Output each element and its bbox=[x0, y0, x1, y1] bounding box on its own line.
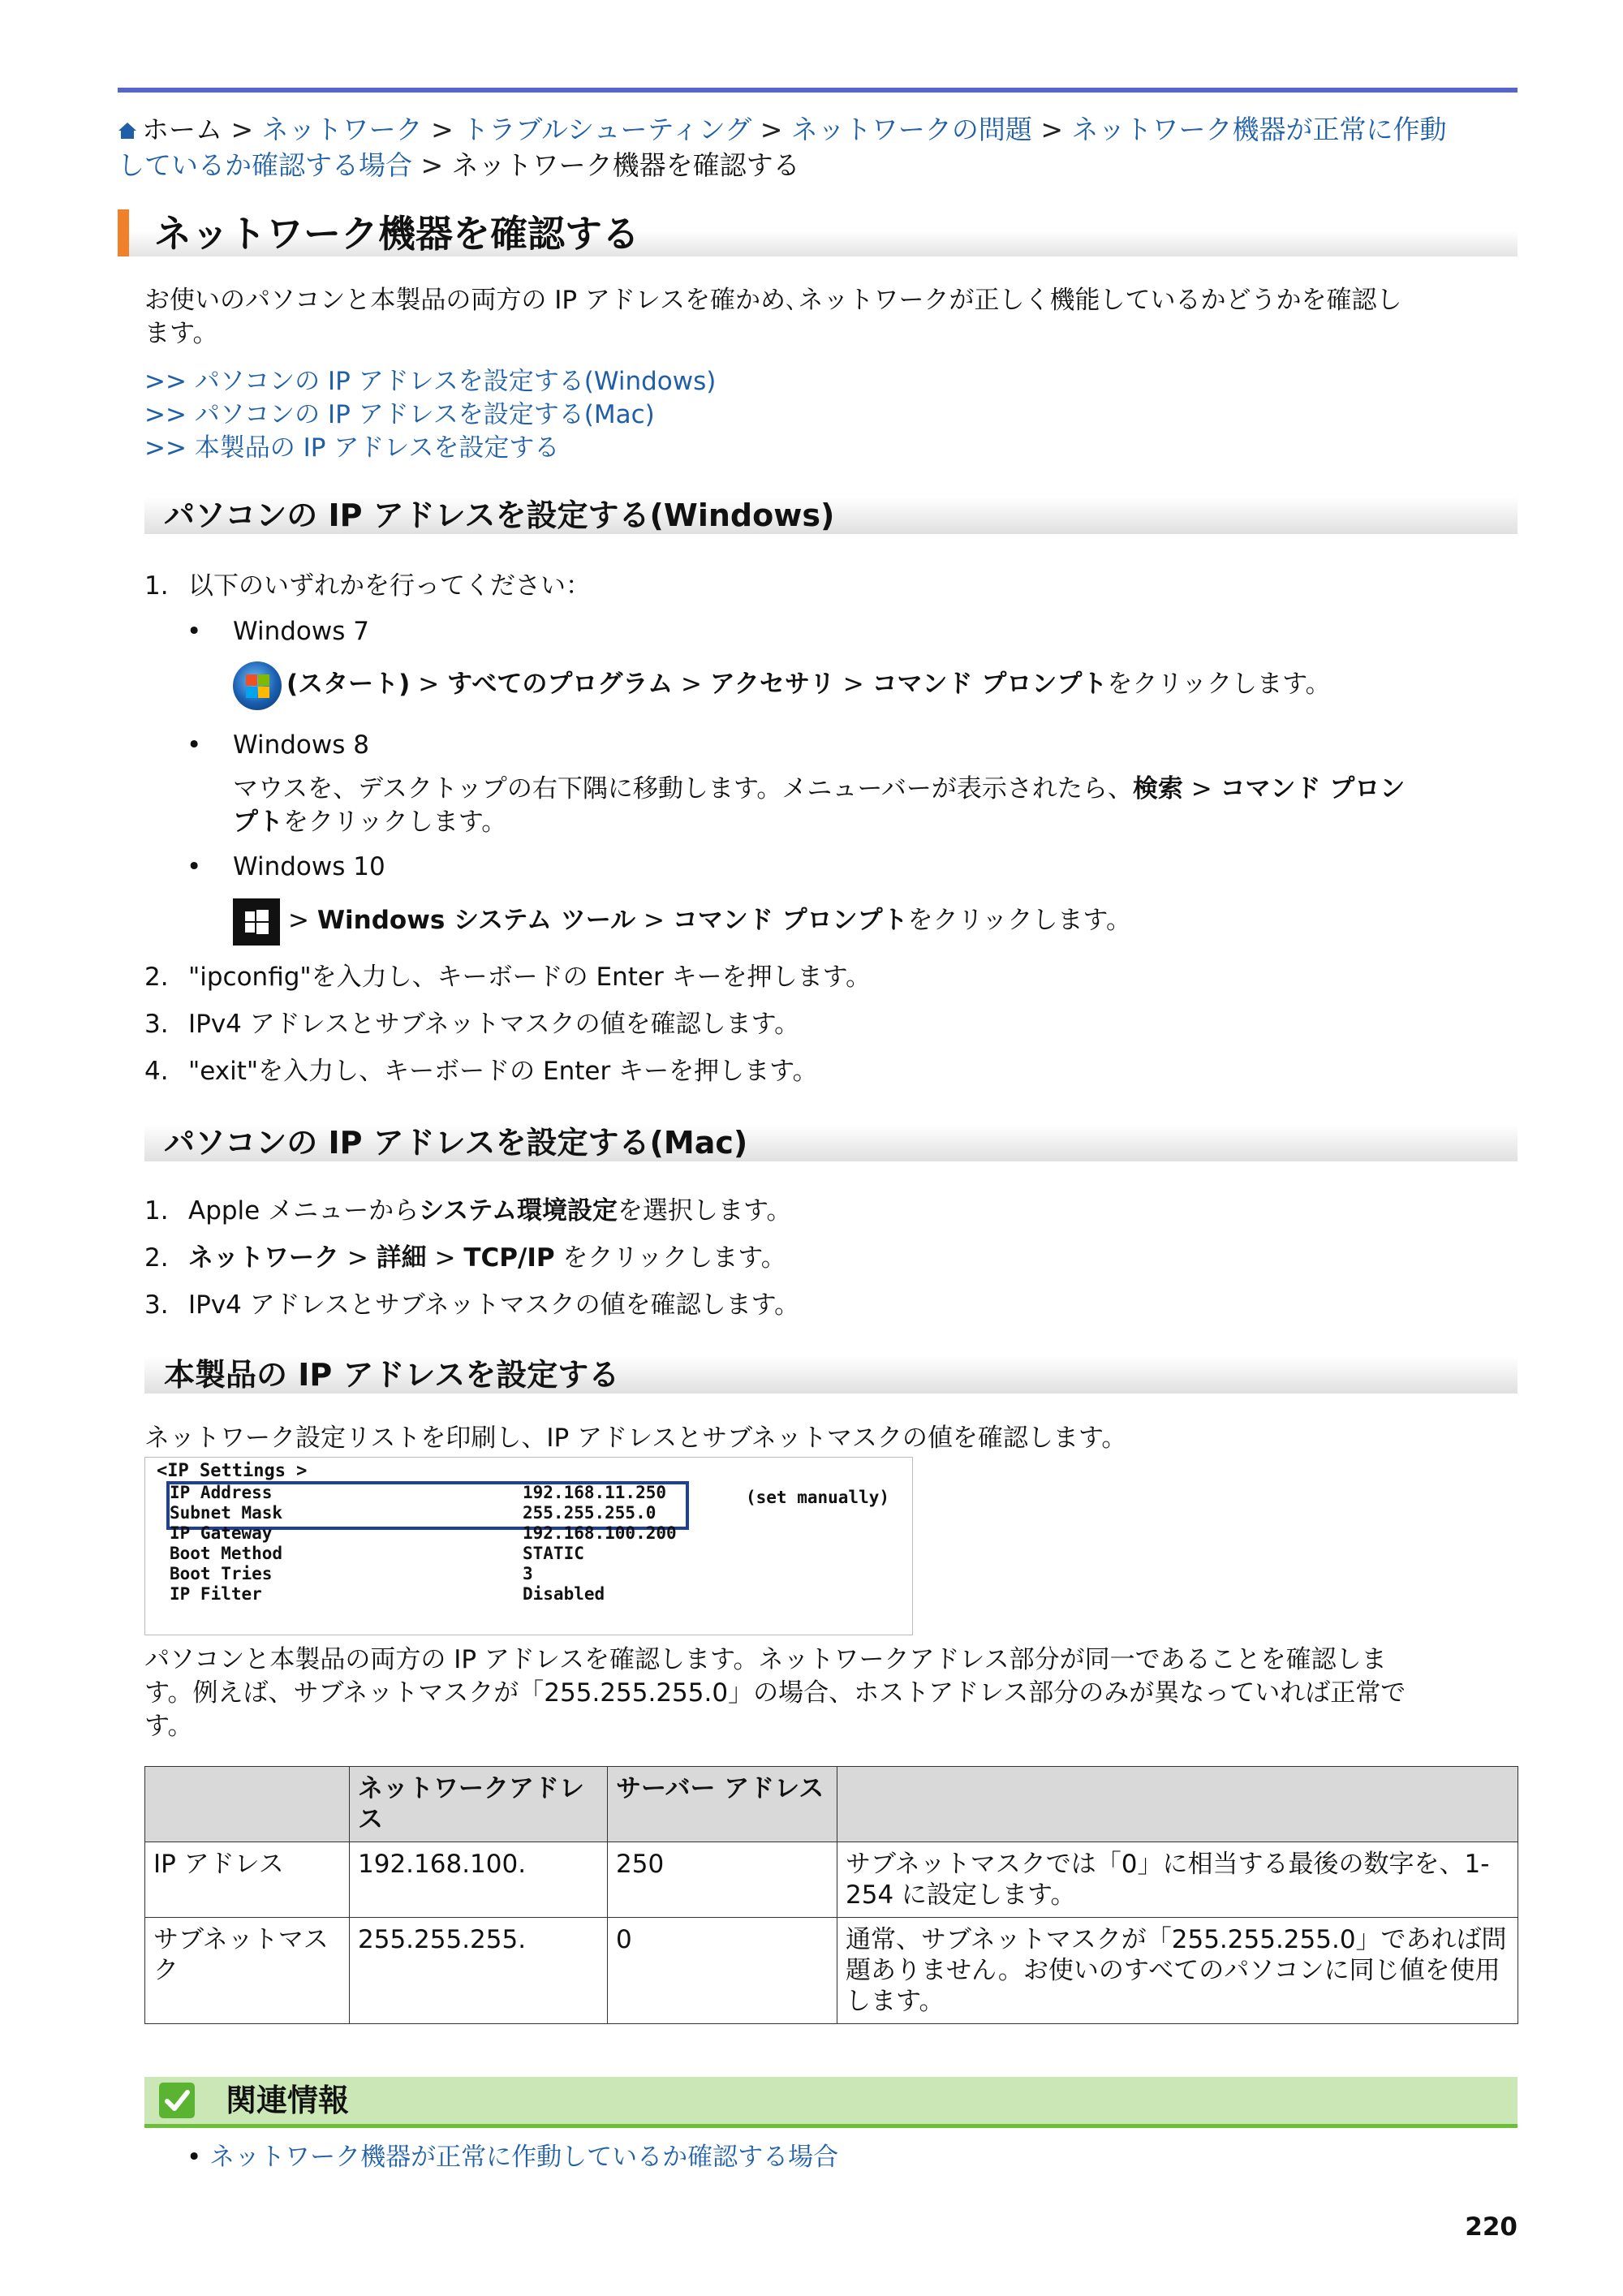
intro-link-mac[interactable]: >> パソコンの IP アドレスを設定する(Mac) bbox=[144, 400, 655, 429]
intro-text: お使いのパソコンと本製品の両方の IP アドレスを確かめ､ネットワークが正しく機能しているかどうかを確認し ます。 bbox=[144, 286, 1402, 348]
device-paragraph: パソコンと本製品の両方の IP アドレスを確認します。ネットワークアドレス部分が同一であることを確認しま す。例えば、サブネットマスクが「255.255.255.0」の場合、ホストアドレス部分のみが異なっていれば正常で す。 bbox=[144, 1645, 1406, 1741]
title-accent-bar bbox=[118, 209, 129, 256]
header-network-address: ネットワークアドレス bbox=[350, 1767, 608, 1842]
win7-label: Windows 7 bbox=[233, 617, 369, 646]
section-heading-device: 本製品の IP アドレスを設定する bbox=[144, 1356, 1518, 1394]
windows-step-3: IPv4 アドレスとサブネットマスクの値を確認します。 bbox=[188, 1010, 800, 1039]
page-title-text: ネットワーク機器を確認する bbox=[154, 212, 639, 256]
win10-instruction: > Windows システム ツール > コマンド プロンプトをクリックします。 bbox=[233, 896, 1519, 946]
page-number: 220 bbox=[1465, 2212, 1518, 2242]
breadcrumb-home: ホーム bbox=[142, 114, 222, 145]
related-info-heading: 関連情報 bbox=[226, 2083, 350, 2118]
checkmark-icon bbox=[159, 2083, 195, 2118]
header-server-address: サーバー アドレス bbox=[608, 1767, 837, 1842]
document-page: ホーム > ネットワーク > トラブルシューティング > ネットワークの問題 > ネットワーク機器が正常に作動 しているか確認する場合 > ネットワーク機器を確認する ネットワーク機器を確認する お使いのパソコンと本製品の両方の IP アドレスを確かめ､ネットワークが正しく機能しているかどうかを確認し ます。 >> パソコンの IP アドレスを設定する(Windows) >> パソコンの IP アドレスを設定する(Mac) >> 本製品の IP アドレスを設定する パソコンの IP アドレスを設定する(Windows) 1. 以下のいずれかを行ってください： • Windows 7 (スタート) > すべてのプログラム > アクセサリ > コマンド プロンプトをクリックします。 • Windows 8 マウスを、デスクトップの右下隅に移動します。メニューバーが表示されたら、検索 > コマンド プロン プトをクリックします。 • Windows 10 > Windows システム ツール > コマンド プロンプトをクリックします。 2. "ipconfig"を入力し、キーボードの Enter キーを押します。 3. IPv4 アドレスとサブネットマスクの値を確認します。 4. "exit"を入力し、キーボードの Enter キーを押します。 パソコンの IP アドレスを設定する(Mac) 1. Apple メニューからシステム環境設定を選択します。 2. ネットワーク > 詳細 > TCP/IP をクリックします。 3. IPv4 アドレスとサブネットマスクの値を確認します。 本製品の IP アドレスを設定する ネットワーク設定リストを印刷し、IP アドレスとサブネットマスクの値を確認します。 <IP Settings > IP Address 192.168.11.250 Subnet Mask 255.255.255.0 IP Gateway 192.168.100.200 Boot Method STATIC Boot Tries 3 IP Filter Disabled (set manually) パソコンと本製品の両方の IP アドレスを確認します。ネットワークアドレス部分が同一であることを確認しま す。例えば、サブネットマスクが「255.255.255.0」の場合、ホストアドレス部分のみが異なっていれば正常で す。 ネットワークアドレス サーバー アドレス IP アドレス 192.168.100. 250 サブネットマスクでは「0」に相当する最後の数字を、1-254 に設定します。 サブネットマスク 255.255.255. 0 通常、サブネットマスクが「255.255.255.0」であれば問題ありません。お使いのすべてのパソコンに同じ値を使用します。 関連情報 • ネットワーク機器が正常に作動しているか確認する場合 220 bbox=[0, 0, 1623, 2296]
breadcrumb-network-problems[interactable]: ネットワークの問題 bbox=[790, 114, 1032, 145]
intro-link-windows[interactable]: >> パソコンの IP アドレスを設定する(Windows) bbox=[144, 367, 717, 396]
section-heading-mac: パソコンの IP アドレスを設定する(Mac) bbox=[144, 1124, 1518, 1161]
windows10-start-icon[interactable] bbox=[233, 898, 280, 946]
breadcrumb-current: ネットワーク機器を確認する bbox=[451, 149, 800, 181]
breadcrumb-check-working[interactable]: ネットワーク機器が正常に作動 bbox=[1071, 114, 1447, 145]
address-table bbox=[144, 1766, 1518, 2024]
windows-step-2: "ipconfig"を入力し、キーボードの Enter キーを押します。 bbox=[188, 963, 872, 992]
breadcrumb-troubleshooting[interactable]: トラブルシューティング bbox=[462, 114, 752, 145]
network-settings-printout: <IP Settings > IP Address 192.168.11.250 Subnet Mask 255.255.255.0 IP Gateway 192.168.100.200 Boot Method STATIC Boot Tries 3 IP Filter Disabled (set manually) bbox=[144, 1457, 913, 1635]
printout-header: <IP Settings > bbox=[157, 1461, 308, 1481]
home-icon[interactable] bbox=[118, 121, 137, 140]
mac-step-3: IPv4 アドレスとサブネットマスクの値を確認します。 bbox=[188, 1290, 800, 1320]
top-rule bbox=[118, 88, 1518, 93]
win10-label: Windows 10 bbox=[233, 852, 385, 881]
breadcrumb-check-working-cont[interactable]: しているか確認する場合 bbox=[118, 149, 412, 181]
win8-label: Windows 8 bbox=[233, 730, 369, 760]
windows-step-1: 以下のいずれかを行ってください： bbox=[188, 571, 591, 601]
table-row: IP アドレス 192.168.100. 250 サブネットマスクでは「0」に相当する最後の数字を、1-254 に設定します。 bbox=[145, 1842, 1518, 1918]
breadcrumb-network[interactable]: ネットワーク bbox=[261, 114, 423, 145]
mac-step-1: Apple メニューからシステム環境設定を選択します。 bbox=[188, 1196, 792, 1226]
mac-step-2: ネットワーク > 詳細 > TCP/IP をクリックします。 bbox=[188, 1243, 786, 1273]
windows-step-4: "exit"を入力し、キーボードの Enter キーを押します。 bbox=[188, 1057, 818, 1086]
related-info-bar bbox=[144, 2077, 1518, 2128]
section-heading-windows: パソコンの IP アドレスを設定する(Windows) bbox=[144, 497, 1518, 534]
table-row: サブネットマスク 255.255.255. 0 通常、サブネットマスクが「255.255.255.0」であれば問題ありません。お使いのすべてのパソコンに同じ値を使用します。 bbox=[145, 1918, 1518, 2024]
related-link-item: • ネットワーク機器が正常に作動しているか確認する場合 bbox=[187, 2143, 839, 2172]
page-title bbox=[118, 209, 1518, 256]
intro-link-device[interactable]: >> 本製品の IP アドレスを設定する bbox=[144, 433, 560, 463]
table-header-row bbox=[145, 1767, 1518, 1842]
windows7-start-icon[interactable] bbox=[233, 661, 282, 710]
related-link[interactable]: ネットワーク機器が正常に作動しているか確認する場合 bbox=[209, 2143, 839, 2172]
printout-note: (set manually) bbox=[746, 1488, 890, 1507]
win7-instruction: (スタート) > すべてのプログラム > アクセサリ > コマンド プロンプトをクリックします。 bbox=[233, 659, 1519, 710]
win8-instruction: マウスを、デスクトップの右下隅に移動します。メニューバーが表示されたら、検索 > コマンド プロン プトをクリックします。 bbox=[233, 774, 1406, 837]
device-intro: ネットワーク設定リストを印刷し、IP アドレスとサブネットマスクの値を確認します。 bbox=[144, 1424, 1127, 1453]
breadcrumb: ホーム > ネットワーク > トラブルシューティング > ネットワークの問題 > ネットワーク機器が正常に作動 しているか確認する場合 > ネットワーク機器を確認する bbox=[118, 114, 1447, 181]
